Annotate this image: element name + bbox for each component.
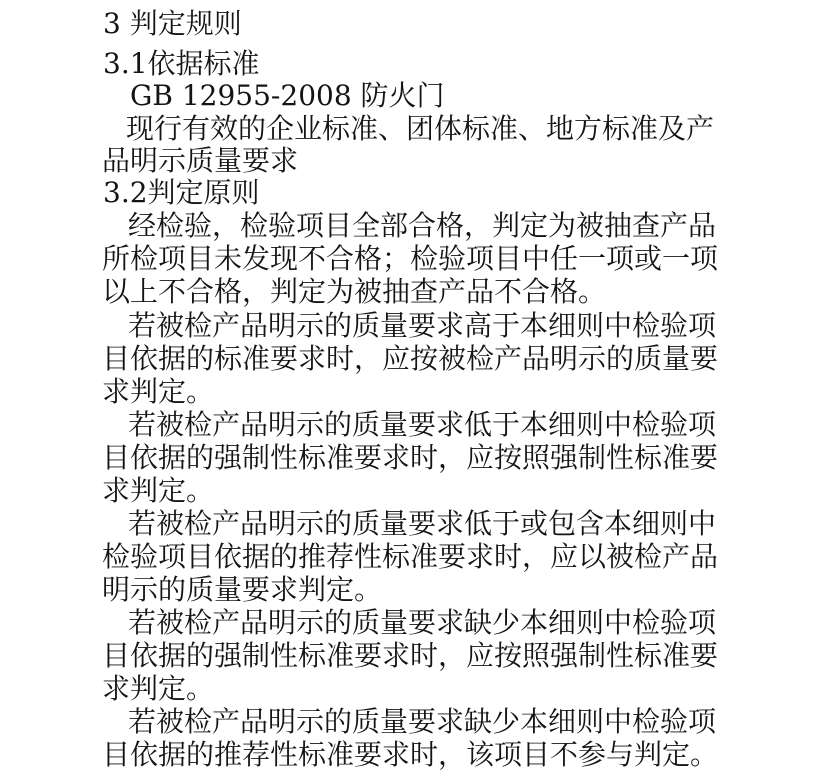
- principle-paragraph-line: 若被检产品明示的质量要求低于本细则中检验项: [128, 408, 717, 441]
- principle-paragraph-line: 目依据的强制性标准要求时，应按照强制性标准要: [102, 639, 719, 672]
- standard-reference: GB 12955-2008 防火门: [130, 79, 445, 112]
- principle-paragraph-line: 若被检产品明示的质量要求缺少本细则中检验项: [128, 606, 717, 639]
- principle-paragraph-line: 若被检产品明示的质量要求低于或包含本细则中: [128, 507, 717, 540]
- principle-paragraph-line: 以上不合格，判定为被抽查产品不合格。: [102, 275, 607, 308]
- principle-paragraph-line: 求判定。: [102, 474, 215, 507]
- principle-paragraph-line: 经检验，检验项目全部合格，判定为被抽查产品: [128, 209, 717, 242]
- principle-paragraph-line: 若被检产品明示的质量要求缺少本细则中检验项: [128, 705, 717, 738]
- principle-paragraph-line: 所检项目未发现不合格；检验项目中任一项或一项: [102, 242, 719, 275]
- principle-paragraph-line: 检验项目依据的推荐性标准要求时，应以被检产品: [102, 540, 719, 573]
- principle-paragraph-line: 求判定。: [102, 672, 215, 705]
- subsection-title-basis-standard: 3.1依据标准: [103, 47, 260, 80]
- basis-paragraph-line: 现行有效的企业标准、团体标准、地方标准及产: [126, 112, 715, 145]
- principle-paragraph-line: 若被检产品明示的质量要求高于本细则中检验项: [128, 309, 717, 342]
- section-title: 3 判定规则: [103, 7, 242, 40]
- subsection-title-judgement-principle: 3.2判定原则: [103, 176, 260, 209]
- basis-paragraph-line: 品明示质量要求: [102, 144, 299, 177]
- principle-paragraph-line: 求判定。: [102, 375, 215, 408]
- principle-paragraph-line: 目依据的强制性标准要求时，应按照强制性标准要: [102, 441, 719, 474]
- principle-paragraph-line: 目依据的标准要求时，应按被检产品明示的质量要: [102, 342, 719, 375]
- principle-paragraph-line: 目依据的推荐性标准要求时，该项目不参与判定。: [102, 738, 719, 771]
- principle-paragraph-line: 明示的质量要求判定。: [102, 573, 383, 606]
